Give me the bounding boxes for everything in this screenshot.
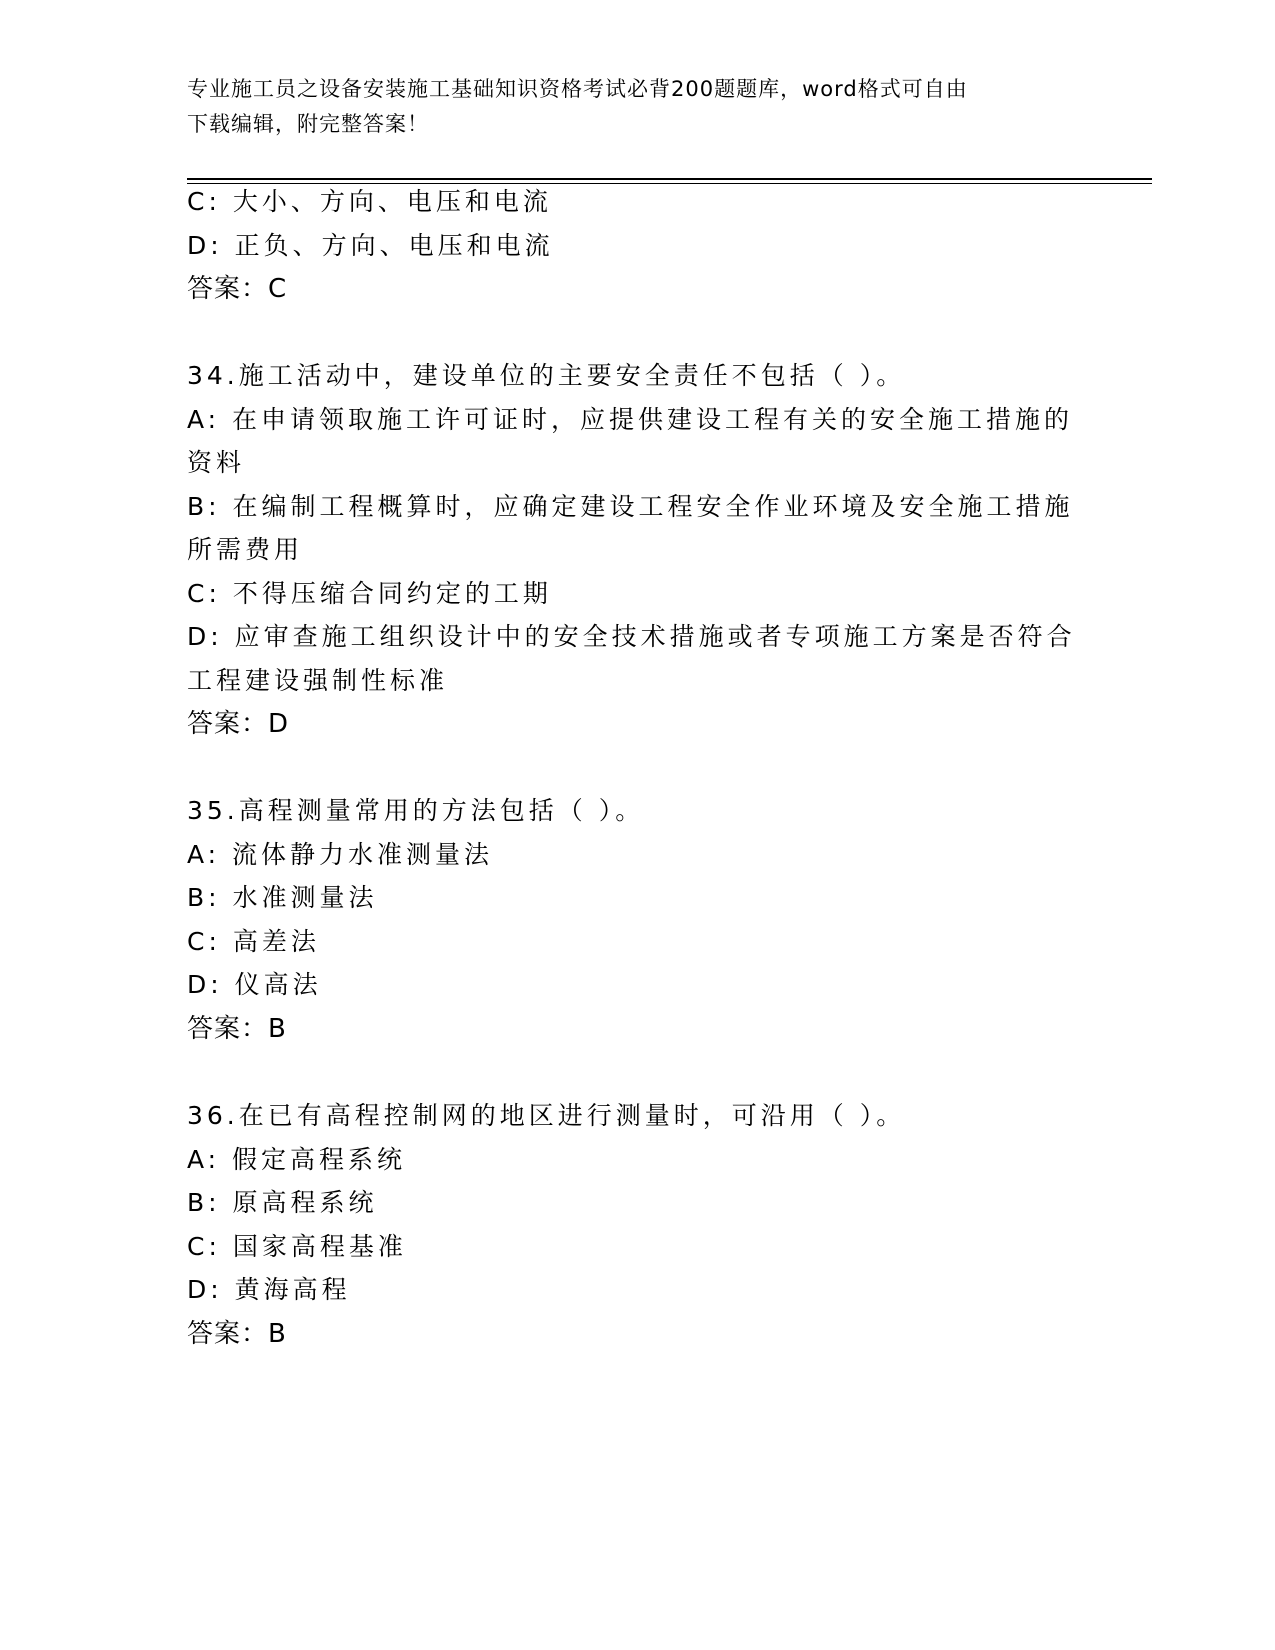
q35-option-d: D: 仪高法 <box>187 970 322 999</box>
header-divider-thick <box>187 178 1152 180</box>
header-line-2: 下载编辑，附完整答案！ <box>187 112 429 136</box>
q34-option-a-line-2: 资料 <box>187 448 246 477</box>
q36-option-a: A: 假定高程系统 <box>187 1145 407 1174</box>
document-header <box>187 72 1067 142</box>
q35-option-b: B: 水准测量法 <box>187 883 378 912</box>
q36-option-b: B: 原高程系统 <box>187 1188 378 1217</box>
q34-option-b-line-2: 所需费用 <box>187 535 304 564</box>
q33-option-c: C: 大小、方向、电压和电流 <box>187 187 552 216</box>
q33-option-d: D: 正负、方向、电压和电流 <box>187 231 554 260</box>
q36-option-d: D: 黄海高程 <box>187 1275 351 1304</box>
q35-option-a: A: 流体静力水准测量法 <box>187 840 494 869</box>
q36-answer: 答案：B <box>187 1319 287 1349</box>
q34-option-a-line-1: A: 在申请领取施工许可证时，应提供建设工程有关的安全施工措施的 <box>187 405 1074 434</box>
q36-option-c: C: 国家高程基准 <box>187 1232 407 1261</box>
header-line-1: 专业施工员之设备安装施工基础知识资格考试必背200题题库，word格式可自由 <box>187 77 968 101</box>
q33-answer: 答案：C <box>187 274 288 304</box>
q34-option-d-line-2: 工程建设强制性标准 <box>187 666 449 695</box>
q36-question: 36.在已有高程控制网的地区进行测量时，可沿用（ ）。 <box>187 1101 906 1130</box>
q35-question: 35.高程测量常用的方法包括（ ）。 <box>187 796 645 825</box>
q34-option-d-line-1: D: 应审查施工组织设计中的安全技术措施或者专项施工方案是否符合 <box>187 622 1076 651</box>
q34-option-c: C: 不得压缩合同约定的工期 <box>187 579 552 608</box>
q34-answer: 答案：D <box>187 709 290 739</box>
q35-option-c: C: 高差法 <box>187 927 320 956</box>
q34-question: 34.施工活动中，建设单位的主要安全责任不包括（ ）。 <box>187 361 906 390</box>
q35-answer: 答案：B <box>187 1014 287 1044</box>
q34-option-b-line-1: B: 在编制工程概算时，应确定建设工程安全作业环境及安全施工措施 <box>187 492 1074 521</box>
